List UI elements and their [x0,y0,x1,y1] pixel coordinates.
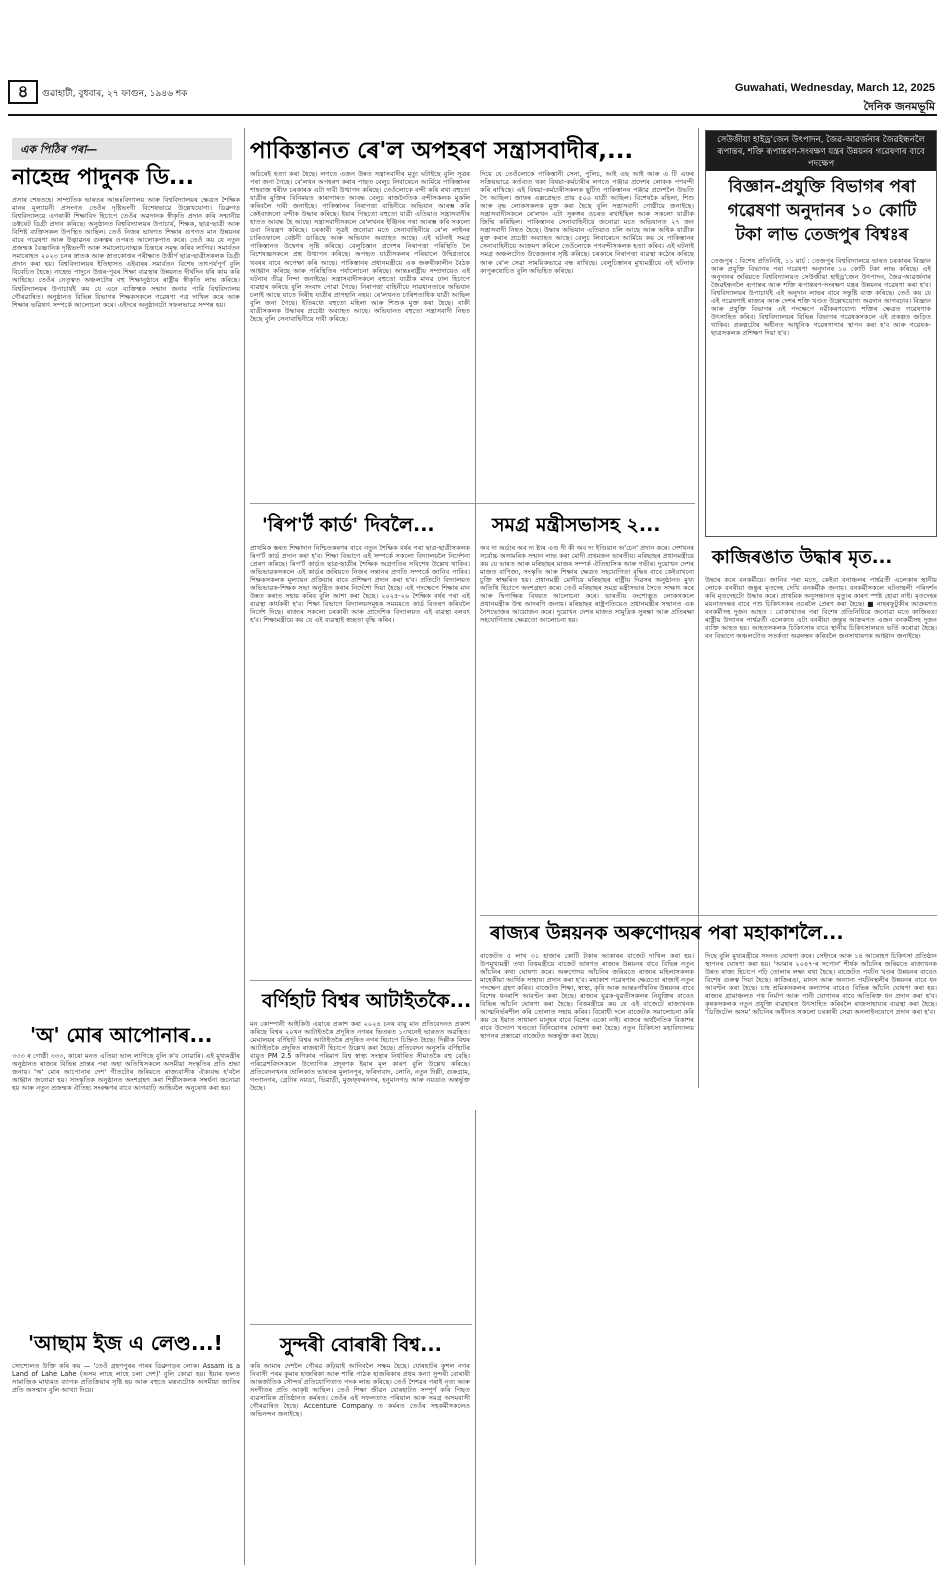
lead-headline: পাকিস্তানত ৰে'ল অপহৰণ সন্ত্ৰাসবাদীৰ,... [250,138,634,164]
story-headline: নাহেন্দ্ৰ পাদুনক ডি... [12,165,194,190]
column-divider [244,128,245,1565]
column-divider [475,1110,476,1565]
section-divider [480,915,937,916]
story-body: দিছে বুলি মুখ্যমন্ত্ৰীয়ে সদনত ঘোষণা কৰে। সেইদৰে আৰু ১৪ আৰোহণ চিকিৎসা প্ৰতিষ্ঠান স্থাপনৰ ঘোষণা কৰা হয়। 'আমাৰ ২০৪৭-ৰ সপোন' শীৰ্ষক আঁচনিৰ জৰিয়তে ৰাজ্যখনক উন্নত ৰাজ্য হিচাপে গঢ়ি তোলাৰ লক্ষ্য ৰখা হৈছে। বাজেটত পৰ্যটন খণ্ডৰ উন্নয়নৰ বাবেও বিশেষ গুৰুত্ব দিয়া হৈছে। কাজিৰঙা, মানস আৰু অন্যান্য পৰ্যটনস্থলীৰ উন্নয়নৰ বাবে ধন আবণ্টন কৰা হৈছে। চাহ শ্ৰমিকসকলৰ কল্যাণৰ বাবেও বিভিন্ন আঁচনি ঘোষণা কৰা হয়। ৰাজ্যৰ গ্ৰামাঞ্চলত পথ নিৰ্মাণ আৰু পানী যোগানৰ বাবে অতিৰিক্ত ধন প্ৰদান কৰা হ'ব। কৃষকসকলক নতুন প্ৰযুক্তি ব্যৱহাৰত উৎসাহিত কৰিবলৈ ৰাজসাহায্যৰ ব্যৱস্থা কৰা হৈছে। 'ডিজিটেল অসম' আঁচনিৰ অধীনত সকলো চৰকাৰী সেৱা অনলাইনযোগে প্ৰদান কৰা হ'ব। [705,952,937,1017]
story-body: দিয়ে যে তেওঁলোকে পাকিস্তানী সেনা, পুলিচ, আই এছ আই আৰু এ টি এফৰ সক্ৰিয়ভাৱে কৰ্তব্যত থকা বিষয়া-কৰ্মচাৰীৰ লগতে পঞ্জাৱ প্ৰদেশৰ লোকক পণবন্দী কৰি ৰাখিছে। এই বিষয়া-কৰ্মচাৰীসকলক ছুটিত পাকিস্তানৰ পঞ্জাৱ প্ৰদেশলৈ উভতি গৈ আছিল। জাফৰ এক্সপ্ৰেছত প্ৰায় ৫০০ যাত্ৰী আছিল। বিশেষকৈ মহিলা, শিশু আৰু বৃদ্ধ লোকসকলক মুক্ত কৰা হৈছে বুলি সন্ত্ৰাসবাদী গোষ্ঠীয়ে জনাইছে। সন্ত্ৰাসবাদীসকলে ৰে'লখন এটা সুৰুঙ্গৰ ওচৰত ৰখাইছিল আৰু সকলো যাত্ৰীক জিম্মি কৰিছিল। পাকিস্তানৰ সেনাবাহিনীয়ে জনোৱা মতে অভিযানত ২৭ জন সন্ত্ৰাসবাদী নিহত হৈছে। উদ্ধাৰ অভিযান এতিয়াও চলি আছে আৰু অধিক যাত্ৰীক মুক্ত কৰাৰ প্ৰচেষ্টা অব্যাহত আছে। বেলুচ লিবাৰেচন আৰ্মিয়ে কয় যে পাকিস্তানৰ সেনাবাহিনীয়ে আক্ৰমণ কৰিলে তেওঁলোকে পণবন্দীসকলক হত্যা কৰিব। এই ঘটনাই সমগ্ৰ অঞ্চলটোত উত্তেজনাৰ সৃষ্টি কৰিছে। চৰকাৰে নিৰাপত্তা ব্যৱস্থা কঠোৰ কৰিছে আৰু ৰে'ল সেৱা সাময়িকভাৱে বন্ধ ৰাখিছে। বেলুচিস্তানৰ মুখ্যমন্ত্ৰীয়ে এই ঘটনাক কাপুৰুষোচিত বুলি অভিহিত কৰিছে। [480,170,694,275]
story-headline: সমগ্ৰ মন্ত্ৰীসভাসহ ২... [492,514,661,536]
story-body: অচিৰেই হত্যা কৰা হৈছে। লগতে এজন উন্নত সন্ত্ৰাসবাদীৰ মৃত্যু ঘটাইছে বুলি সূত্ৰৰ পৰা জনা গৈছে। বে'লখন অপহৰণ কৰাৰ পাছত বেলুচ লিবাৰেচন আৰ্মিয়ে পাকিস্তানৰ শাহবাজ শ্বৰীফ চৰকাৰক এটা দাবী উত্থাপন কৰিছে। তেওঁলোকে বন্দী কৰি ৰখা বহুতো যাত্ৰীৰ মুক্তিৰ বিনিময়ত কাৰাগাৰত আবদ্ধ বেলুচ ৰাজনৈতিক বন্দীসকলক মুকলি কৰিবলৈ দাবী জনাইছে। পাকিস্তানৰ নিৰাপত্তা বাহিনীয়ে অভিযান আৰম্ভ কৰি কেইবাজনো বন্দীক উদ্ধাৰ কৰিছে। ইয়াৰ পিছতো বহুতো যাত্ৰী এতিয়াও সন্ত্ৰাসবাদীৰ হাতত আবদ্ধ হৈ আছে। সন্ত্ৰাসবাদীসকলে ৰে'লখনৰ ইঞ্জিনৰ পৰা আৰম্ভ কৰি সকলো ডবা নিয়ন্ত্ৰণ কৰিছে। চৰকাৰী সূত্ৰই জনোৱা মতে সেনাবাহিনীয়ে ৰে'ল লাইনৰ চাৰিওফালে বেষ্টনী ডাঙিছে আৰু অভিযান অব্যাহত আছে। এই ঘটনাই সমগ্ৰ পাকিস্তানত উদ্বেগৰ সৃষ্টি কৰিছে। বেলুচিস্তান প্ৰদেশৰ নিৰাপত্তা পৰিস্থিতি লৈ বিশেষজ্ঞসকলে প্ৰশ্ন উত্থাপন কৰিছে। অপহৃত যাত্ৰীসকলৰ পৰিয়ালে উদ্বিগ্নতাৰে খবৰৰ বাবে অপেক্ষা কৰি আছে। পাকিস্তানৰ প্ৰধানমন্ত্ৰীয়ে এক জৰুৰীকালীন বৈঠক আহ্বান কৰিছে আৰু পৰিস্থিতিৰ পৰ্যালোচনা কৰিছে। আন্তঃৰাষ্ট্ৰীয় সম্প্ৰদায়েও এই ঘটনাৰ তীব্ৰ নিন্দা জনাইছে। সন্ত্ৰাসবাদীসকলে বহুতো যাত্ৰীক মানৱ ঢাল হিচাপে ব্যৱহাৰ কৰিছে বুলি সংবাদ পোৱা গৈছে। নিৰাপত্তা বাহিনীয়ে সাৱধানতাৰে অভিযান চলাই আছে যাতে নিৰীহ যাত্ৰীৰ প্ৰাণহানি নহয়। ৰে'লখনত চাৰিশতাধিক যাত্ৰী আছিল বুলি জনা গৈছে। ইতিমধ্যে বহুতো মহিলা আৰু শিশুক মুক্ত কৰা হৈছে। বাকী যাত্ৰীসকলক উদ্ধাৰৰ প্ৰচেষ্টা অব্যাহত আছে। অভিযানত বহুতো সন্ত্ৰাসবাদী নিহত হৈছে বুলি সেনাবাহিনীয়ে দাবী কৰিছে। [250,170,470,323]
box-headline: বিজ্ঞান-প্ৰযুক্তি বিভাগৰ পৰা গৱেষণা অনুদানৰ ১০ কোটি টকা লাভ তেজপুৰ বিশ্বঃৰ [727,177,917,245]
story-headline: ৰাজ্যৰ উন্নয়নক অৰুণোদয়ৰ পৰা মহাকাশলৈ... [490,922,844,944]
story-body: মন কোম্পানী আইকিউ এয়াৰে প্ৰকাশ কৰা ২০২৪ চনৰ বায়ু মান প্ৰতিবেদনত প্ৰকাশ কৰিছে বিশ্বৰ ২০খন আটাইতকৈ প্ৰদূষিত নগৰৰ ভিতৰত ১৩খনেই ভাৰতত অৱস্থিত। মেঘালয়ৰ বৰ্ণিহাট বিশ্বৰ আটাইতকৈ প্ৰদূষিত নগৰ হিচাপে চিহ্নিত হৈছে। দিল্লীক বিশ্বৰ আটাইতকৈ প্ৰদূষিত ৰাজধানী হিচাপে উল্লেখ কৰা হৈছে। প্ৰতিবেদন অনুসৰি বৰ্ণিহাটৰ বায়ুত PM 2.5 কণিকাৰ পৰিমাণ বিশ্ব স্বাস্থ্য সংস্থাৰ নিৰ্ধাৰিত সীমাতকৈ বহু বেছি। পৰিৱেশবিদসকলে উদ্যোগিক প্ৰদূষণক ইয়াৰ মূল কাৰণ বুলি উল্লেখ কৰিছে। প্ৰতিবেদনখনৰ তালিকাত ভাৰতৰ মুলানপুৰ, ফৰিদাবাদ, লোনি, নতুন দিল্লী, গুৰুগ্ৰাম, গংগানগৰ, গ্ৰেটাৰ নয়ডা, ভিৱাড়ী, মুজফ্ফৰনগৰ, হনুমানগড় আৰু নয়ডাও অন্তৰ্ভুক্ত হৈছে। [250,1020,470,1093]
section-divider [250,503,695,504]
story-body: প্ৰসাৰ শেষতহে। সাম্প্ৰতিক ভাৰতৰ আন্তঃবিদ্যালয় আৰু বিশ্ববিদ্যালয়ৰ ক্ষেত্ৰত শৈক্ষিক মানৰ মূল্যায়নী প্ৰসংগত তেওঁৰ দৃষ্টিভংগী বিশেষভাৱে উল্লেখযোগ্য। ডিব্ৰুগড় বিশ্ববিদ্যালয়ে এগৰাকী শিক্ষাবিদ হিচাপে তেওঁৰ অৱদানক স্বীকৃতি প্ৰদান কৰি সন্মানীয় ডক্টৰেট ডিগ্ৰী প্ৰদান কৰিছে। অনুষ্ঠানত বিশ্ববিদ্যালয়ৰ উপাচাৰ্য, শিক্ষক, ছাত্ৰ-ছাত্ৰী আৰু বিশিষ্ট ব্যক্তিসকল উপস্থিত আছিল। তেওঁ নিজৰ ভাষণত শিক্ষাৰ গুণগত মান উন্নয়নৰ বাবে গৱেষণা আৰু উদ্ভাৱনৰ গুৰুত্বৰ ওপৰত আলোকপাত কৰে। তেওঁ কয় যে নতুন প্ৰজন্মক বৈজ্ঞানিক দৃষ্টিভংগী আৰু সমালোচনাত্মক চিন্তাৰে সমৃদ্ধ কৰিব লাগিব। সমাৰ্বতন সমাৰোহত ২০২৩ চনৰ স্নাতক আৰু স্নাতকোত্তৰ পৰীক্ষাত উত্তীৰ্ণ ছাত্ৰ-ছাত্ৰীসকলক ডিগ্ৰী প্ৰদান কৰা হয়। বিশ্ববিদ্যালয়ৰ ইতিহাসত এইবাৰৰ সমাৰ্বতন বিশেষ তাৎপৰ্যপূৰ্ণ বুলি বিবেচিত হৈছে। নাহেন্দ্ৰ পাদুনে উত্তৰ-পূবৰ শিক্ষা ব্যৱস্থাৰ উন্নয়নত দীৰ্ঘদিন ধৰি কাম কৰি আহিছে। তেওঁৰ নেতৃত্বত অঞ্চলটোৰ বহু শিক্ষানুষ্ঠানে ৰাষ্ট্ৰীয় স্বীকৃতি লাভ কৰিছে। বিশ্ববিদ্যালয়ৰ উপাচাৰ্যই কয় যে এনে ব্যক্তিত্বক সন্মান জনাব পাৰি বিশ্ববিদ্যালয় গৌৰৱান্বিত। অনুষ্ঠানত বিভিন্ন বিভাগৰ শিক্ষকসকলে গৱেষণা পত্ৰ দাখিল কৰে আৰু শিক্ষাৰ ভৱিষ্যৎ সম্পৰ্কে আলোচনা কৰে। এইদৰে অনুষ্ঠানটো সফলভাৱে সম্পন্ন হয়। [12,196,240,309]
story-body: অব দা অৰ্ডাৰ অব দ্য ষ্টাৰ এণ্ড দী কী অব দ্য ইণ্ডিয়ান অ'চেন' প্ৰদান কৰে। দেশখনৰ সৰ্বোচ্চ অসামৰিক সন্মান লাভ কৰা মোদী প্ৰথমজন ভাৰতীয়। মৰিছাছৰ প্ৰধানমন্ত্ৰীয়ে কয় যে ভাৰত আৰু মৰিছাছৰ মাজৰ সম্পৰ্ক ঐতিহাসিক আৰু গভীৰ। দুয়োখন দেশৰ মাজত বাণিজ্য, সংস্কৃতি আৰু শিক্ষাৰ ক্ষেত্ৰত সহযোগিতা বৃদ্ধিৰ বাবে কেইবাখনো চুক্তি স্বাক্ষৰিত হয়। প্ৰধানমন্ত্ৰী মোদীয়ে মৰিছাছৰ ৰাষ্ট্ৰীয় দিৱসৰ অনুষ্ঠানত মুখ্য অতিথি হিচাপে অংশগ্ৰহণ কৰে। তেওঁ মৰিছাছৰ সমগ্ৰ মন্ত্ৰীসভাৰ সৈতে সাক্ষাৎ কৰে আৰু দ্বিপাক্ষিক বিষয়ত আলোচনা কৰে। ভাৰতীয় বংশোদ্ভূত লোকসকলে প্ৰধানমন্ত্ৰীক উষ্ম আদৰণি জনায়। মৰিছাছৰ ৰাষ্ট্ৰপতিয়েও প্ৰধানমন্ত্ৰীৰ সন্মানত এক নৈশভোজৰ আয়োজন কৰে। দুয়োখন দেশৰ মাজত সামুদ্ৰিক সুৰক্ষা আৰু প্ৰতিৰক্ষা সহযোগিতাৰ ক্ষেত্ৰতো আলোচনা হয়। [480,544,694,625]
story-headline: 'আছাম ইজ এ লেণ্ড...! [28,1331,223,1355]
feature-box [705,130,937,537]
continued-banner: এক পিঠিৰ পৰা— [12,138,232,160]
story-body: প্ৰাথমিক স্তৰত শিক্ষাদান নিশ্চিতকৰণৰ বাবে নতুন শৈক্ষিক বৰ্ষৰ পৰা ছাত্ৰ-ছাত্ৰীসকলক ৰিপ'ৰ্ট কাৰ্ড প্ৰদান কৰা হ'ব। শিক্ষা বিভাগে এই সম্পৰ্কে সকলো বিদ্যালয়লৈ নিৰ্দেশনা প্ৰেৰণ কৰিছে। ৰিপ'ৰ্ট কাৰ্ডত ছাত্ৰ-ছাত্ৰীৰ শৈক্ষিক অগ্ৰগতিৰ সবিশেষ উল্লেখ থাকিব। অভিভাৱকসকলে এই কাৰ্ডৰ জৰিয়তে নিজৰ সন্তানৰ প্ৰগতি সম্পৰ্কে জানিব পাৰিব। শিক্ষকসকলক মূল্যায়ন প্ৰক্ৰিয়াৰ বাবে প্ৰশিক্ষণ প্ৰদান কৰা হ'ব। প্ৰতিটো বিদ্যালয়ত অভিভাৱক-শিক্ষক সভা অনুষ্ঠিত কৰাৰ নিৰ্দেশো দিয়া হৈছে। এই পদক্ষেপে শিক্ষাৰ মান উন্নত কৰাত সহায় কৰিব বুলি আশা কৰা হৈছে। ২০২৫-২৬ শৈক্ষিক বৰ্ষৰ পৰা এই ব্যৱস্থা কাৰ্যকৰী হ'ব। শিক্ষা বিভাগে বিদ্যালয়সমূহক সময়মতে কাৰ্ড বিতৰণ কৰিবলৈ নিৰ্দেশ দিছে। ৰাজ্যৰ সকলো চৰকাৰী আৰু প্ৰাদেশিক বিদ্যালয়ত এই ব্যৱস্থা বলবৎ হ'ব। শিক্ষামন্ত্ৰীয়ে কয় যে এই ব্যৱস্থাই স্বচ্ছতা বৃদ্ধি কৰিব। [250,544,470,625]
story-body: কৰি আমাৰ দেশলৈ গৌৰৱ কঢ়িয়াই আনিবলৈ সক্ষম হৈছে। যোৰহাটৰ কুশল নগৰ নিবাসী পৰম কুমাৰ হাজৰিকা আৰু শান্তি পাঠক হাজৰিকাৰ প্ৰথম কন্যা সুন্দৰী বোৰাৰী আন্তৰ্জাতিক সৌন্দৰ্য প্ৰতিযোগিতাত পদক লাভ কৰিছে। তেওঁ শৈশৱৰ পৰাই নৃত্য আৰু সংগীতৰ প্ৰতি আকৃষ্ট আছিল। তেওঁ শিক্ষা জীৱন যোৰহাটত সম্পূৰ্ণ কৰি পিছত ব্যৱসায়িক প্ৰতিষ্ঠানত কৰ্মৰত। তেওঁৰ এই সফলতাত পৰিয়াল আৰু সমগ্ৰ অসমবাসী গৌৰৱান্বিত হৈছে। Accenture Company ত কৰ্মৰত তেওঁৰ সহকৰ্মীসকলেও অভিনন্দন জনাইছে। [250,1362,470,1419]
page-number: ৪ [8,80,38,104]
story-headline: বৰ্ণিহাট বিশ্বৰ আটাইতকৈ... [262,990,472,1012]
story-headline: 'অ' মোৰ আপোনাৰ... [30,1023,213,1047]
box-tagline: সেউজীয়া হাইড্ৰ'জেন উৎপাদন, জৈৱ-আৱৰ্জনাৰ জৈৱইন্ধনলৈ ৰূপান্তৰ, শক্তি ৰূপান্তৰণ-সংৰক্ষণ যন্ত্ৰৰ উন্নয়নৰ গৱেষণাৰ বাবে পদক্ষেপ [706,131,936,171]
left-dateline: গুৱাহাটী, বুধবাৰ, ২৭ ফাগুন, ১৯৪৬ শক [42,89,188,99]
story-body: সোশ্যেলত উক্তি কৰি কয় — 'তেওঁ গ্ৰহণপুৰৰ পাৰৰ ডিব্ৰুগড়ৰ লোক। Assam is a Land of Lahe Lahe (অসম লাহে লাহে চলা দেশ)' বুলি কোৱা হয়। ইয়াৰ ফলত সামাজিক মাধ্যমত ব্যাপক প্ৰতিক্ৰিয়াৰ সৃষ্টি হয় আৰু বহুতে মন্তব্যটোক অসমীয়া জাতিৰ প্ৰতি অসন্মান বুলি আখ্যা দিয়ে। [12,1362,240,1395]
box-body: তেজপুৰ : বিশেষ প্ৰতিনিধি, ১১ মাৰ্চ : তেজপুৰ বিশ্ববিদ্যালয়ে ভাৰত চৰকাৰৰ বিজ্ঞান আৰু প্ৰযুক্তি বিভাগৰ পৰা গৱেষণা অনুদানৰ ১০ কোটি টকা লাভ কৰিছে। এই অনুদানৰ জৰিয়তে বিশ্ববিদ্যালয়ত সেউজীয়া হাইড্ৰ'জেন উৎপাদন, জৈৱ-আৱৰ্জনাৰ জৈৱইন্ধনলৈ ৰূপান্তৰ আৰু শক্তি ৰূপান্তৰণ-সংৰক্ষণ যন্ত্ৰৰ উন্নয়নৰ গৱেষণা কৰা হ'ব। বিশ্ববিদ্যালয়ৰ উপাচাৰ্যই এই অনুদান লাভৰ বাবে সন্তুষ্টি ব্যক্ত কৰিছে। তেওঁ কয় যে এই গৱেষণাই ৰাজ্যৰ আৰু দেশৰ শক্তি খণ্ডত উল্লেখযোগ্য অৱদান আগবঢ়াব। বিজ্ঞান আৰু প্ৰযুক্তি বিভাগৰ এই পদক্ষেপে নৱীকৰণযোগ্য শক্তিৰ ক্ষেত্ৰত গৱেষণাক উৎসাহিত কৰিব। বিশ্ববিদ্যালয়ৰ বিভিন্ন বিভাগৰ গৱেষকসকলে এই প্ৰকল্পত জড়িত থাকিব। প্ৰকল্পটোৰ অধীনত আধুনিক গৱেষণাগাৰ স্থাপন কৰা হ'ব আৰু গৱেষক-ছাত্ৰসকলক প্ৰশিক্ষণ দিয়া হ'ব। [711,257,931,338]
story-headline: সুন্দৰী বোৰাৰী বিশ্ব... [280,1334,442,1356]
column-divider [475,200,476,1020]
section-divider [250,1324,472,1325]
story-headline: 'ৰিপ'ৰ্ট কাৰ্ড' দিবলৈ... [262,514,435,536]
section-divider [250,980,472,981]
paper-name: দৈনিক জনমভূমি [863,100,935,113]
right-dateline: Guwahati, Wednesday, March 12, 2025 [734,82,935,94]
story-headline: কাজিৰঙাত উদ্ধাৰ মৃত... [712,547,893,568]
story-body: ৩৩৩ ৰ গোষ্ঠী ৩৩৩, কাৰো মনত এতিয়া ভাল লাগিছে বুলি ক'ব নোৱাৰি। এই মুখ্যমন্ত্ৰীৰ অনুষ্ঠানত ৰাজ্যৰ বিভিন্ন প্ৰান্তৰ পৰা অহা অতিথিসকলে অসমীয়া সংস্কৃতিৰ প্ৰতি শ্ৰদ্ধা জনায়। 'অ' মোৰ আপোনাৰ দেশ' গীতটোৰ জৰিয়তে ৰাজ্যবাসীক ঐক্যবদ্ধ হ'বলৈ আহ্বান জনোৱা হয়। সাংস্কৃতিক অনুষ্ঠানত অংশগ্ৰহণ কৰা শিল্পীসকলক সম্বৰ্ধনা জনোৱা হয় আৰু নতুন প্ৰজন্মক ঐতিহ্য সংৰক্ষণৰ বাবে আগবাঢ়ি আহিবলৈ অনুৰোধ কৰা হয়। [12,1052,240,1093]
story-body: বাজেটত ৫ লাখ ৩১ হাজাৰ কোটি টকাৰ আকাৰৰ বাজেট দাখিল কৰা হয়। উপমুখ্যমন্ত্ৰী তথা বিত্তমন্ত্ৰীয়ে বাজেট ভাষণত ৰাজ্যৰ উন্নয়নৰ বাবে বিভিন্ন নতুন আঁচনিৰ কথা ঘোষণা কৰে। অৰুণোদয় আঁচনিৰ জৰিয়তে ৰাজ্যৰ মহিলাসকলক মাহেকীয়া আৰ্থিক সাহায্য প্ৰদান কৰা হ'ব। মহাকাশ গৱেষণাৰ ক্ষেত্ৰতো ৰাজ্যই নতুন পদক্ষেপ গ্ৰহণ কৰিব। বাজেটত শিক্ষা, স্বাস্থ্য, কৃষি আৰু আন্তঃগাঁথনিৰ উন্নয়নৰ বাবে বিশেষ ধনৰাশি আবণ্টন কৰা হৈছে। ৰাজ্যৰ যুৱক-যুৱতীসকলৰ নিযুক্তিৰ বাবেও বিভিন্ন আঁচনি ঘোষণা কৰা হৈছে। বিত্তমন্ত্ৰীয়ে কয় যে এই বাজেটে ৰাজ্যখনক আত্মনিৰ্ভৰশীল কৰি তোলাত সহায় কৰিব। বিৰোধী দলে বাজেটক সমালোচনা কৰি কয় যে ইয়াত সাধাৰণ মানুহৰ বাবে বিশেষ একো নাই। ৰাজ্যৰ অৰ্থনৈতিক বিকাশৰ বাবে উদ্যোগ খণ্ডতো বিনিয়োগৰ ঘোষণা কৰা হৈছে। নতুন চিকিৎসা মহাবিদ্যালয় স্থাপনৰ প্ৰস্তাৱো বাজেটত অন্তৰ্ভুক্ত কৰা হৈছে। [480,952,694,1041]
story-body: উদ্ধাৰ কৰে বনকৰ্মীয়ে। জানিব পৰা মতে, কেইবা বনাঞ্চলৰ পাৰ্শ্বৱৰ্তী এলেকাৰ স্থানীয় লোকে বনৰীয়া জন্তুৰ মৃতদেহ দেখি বনকৰ্মীক জনায়। বনকৰ্মীসকলে ঘটনাস্থলী পৰিদৰ্শন কৰি মৃতদেহটো উদ্ধাৰ কৰে। প্ৰাথমিক অনুসন্ধানত মৃত্যুৰ কাৰণ স্পষ্ট হোৱা নাই। মৃতদেহৰ ময়নাতদন্তৰ বাবে পশু চিকিৎসকৰ ওচৰলৈ প্ৰেৰণ কৰা হৈছে। ■ নাহৰফুটুকীৰ আক্ৰমণত বনকৰ্মীসহ দুজন আহত : বোকাখাতৰ পৰা বিশেষ প্ৰতিনিধিয়ে জনোৱা মতে কাজিৰঙা ৰাষ্ট্ৰীয় উদ্যানৰ পাৰ্শ্বৱৰ্তী এলেকাত এটা বনৰীয়া জন্তুৰ আক্ৰমণত এজন বনকৰ্মীসহ দুজন ব্যক্তি আহত হয়। আহতসকলক চিকিৎসাৰ বাবে স্থানীয় চিকিৎসালয়ত ভৰ্তি কৰোৱা হৈছে। বন বিভাগে অঞ্চলটোত সতৰ্কতা অৱলম্বন কৰিবলৈ জনসাধাৰণক আহ্বান জনাইছে। [705,576,937,641]
